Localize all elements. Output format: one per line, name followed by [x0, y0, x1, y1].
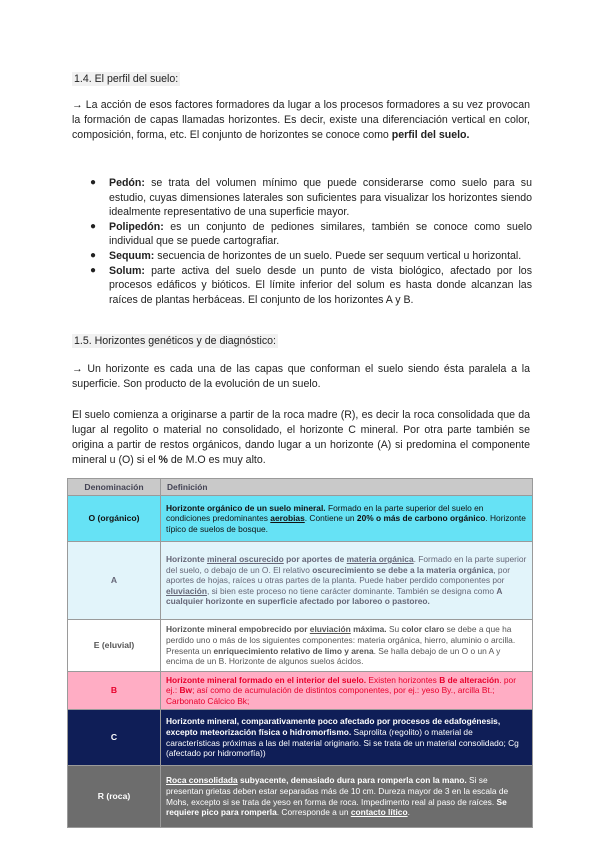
list-item-polipedon — [72, 220, 532, 249]
def-a-s6: oscurecimiento se debe a la materia orgánica — [312, 564, 494, 575]
def-c-s2: Saprolita (regolito) o material de características próximas a las del material originario. Si se trata de un material consolidado; Cg (afectado por hidromorfía)) — [166, 726, 519, 759]
list-item-pedon — [72, 176, 532, 220]
def-a-s2: mineral oscurecido — [206, 554, 284, 565]
bullet-icon: ● — [90, 220, 97, 232]
def-a-s1: Horizonte — [166, 554, 207, 565]
definition-list — [72, 176, 532, 307]
def-b-s6: ; así como de acumulación de distintos componentes, por ej.: yeso By., arcilla Bt.; Carbonato Cálcico Bk; — [166, 685, 495, 706]
horizon-definition-b — [161, 672, 533, 710]
def-a-s4: materia orgánica — [346, 554, 414, 565]
def-b-s2: Existen horizontes — [366, 674, 440, 685]
def-o-s4: . Contiene un — [304, 513, 357, 524]
def-b-s5: Bw — [179, 685, 193, 696]
origin-paragraph — [72, 408, 530, 468]
term-pedon: Pedón: — [109, 177, 145, 189]
definition-polipedon: es un conjunto de pediones similares, también se conoce como suelo individual que se puede cartografiar. — [109, 220, 532, 248]
term-sequum: Sequum: — [109, 249, 155, 262]
origin-text-b: de M.O es muy alto. — [167, 454, 266, 466]
perfil-intro-paragraph — [72, 98, 530, 143]
table-row-b — [68, 672, 533, 710]
list-item-sequum — [72, 249, 532, 264]
header-definicion: Definición — [161, 479, 533, 496]
def-e-s8: . Se halla debajo de un O o un A y encima de un B. Horizonte de algunos suelos ácidos. — [166, 645, 501, 667]
horizon-name-b: B — [68, 672, 161, 710]
def-r-s7: . — [407, 807, 410, 818]
bullet-icon: ● — [90, 264, 97, 276]
def-a-s9: , si bien este proceso no tiene carácter dominante. También se designa como — [206, 585, 497, 596]
def-r-s1: Roca consolidada — [166, 775, 238, 786]
def-o-s6: . Horizonte típico de suelos de bosque. — [166, 513, 526, 534]
perfil-intro-text: → La acción de esos factores formadores da lugar a los procesos formadores a su vez provocan la formación de capas llamadas horizontes. Es decir, existe una diferenciación vertical en color, composición, forma, etc. El conjunto de horizontes se conoce como — [72, 99, 530, 141]
horizon-name-a: A — [68, 542, 161, 620]
definition-pedon: se trata del volumen mínimo que puede considerarse como suelo para su estudio, cuyas dimensiones laterales son suficientes para visualizar los horizontes siendo idealmente representativo de una superficie mayor. — [109, 177, 532, 219]
horizon-name-r: R (roca) — [68, 766, 161, 828]
horizon-definition-e — [161, 620, 533, 672]
horizon-definition-a — [161, 542, 533, 620]
def-b-s4: . por ej.: — [166, 674, 517, 696]
def-a-s3: por aportes de — [283, 554, 347, 565]
section-heading-perfil: 1.4. El perfil del suelo: — [74, 73, 179, 85]
table-row-r — [68, 766, 533, 828]
def-o-s2: Formado en la parte superior del suelo en condiciones predominantes — [166, 502, 484, 524]
def-b-s1: Horizonte mineral formado en el interior del suelo. — [166, 674, 367, 685]
origin-text-a: El suelo comienza a originarse a partir de la roca madre (R), es decir la roca consolidada que da lugar al regolito o material no consolidado, el horizonte C mineral. Por otra parte también se origina a partir de restos orgánicos, dando lugar a un horizonte (A) si predomina el componente mineral u (O) si el — [72, 409, 530, 466]
def-a-s10: A cualquier horizonte en superficie afectado por laboreo o pastoreo. — [166, 585, 503, 607]
def-e-s1: Horizonte mineral empobrecido por — [166, 624, 310, 635]
origin-percent: % — [158, 454, 168, 466]
def-e-s6: se debe a que ha perdido uno o más de los siguientes componentes: materia orgánica, hierro, aluminio o arcilla. Presenta un — [166, 624, 516, 656]
def-r-s6: contacto lítico — [350, 807, 408, 818]
horizon-name-c: C — [68, 710, 161, 766]
term-solum: Solum: — [109, 264, 145, 277]
term-polipedon: Polipedón: — [109, 220, 164, 233]
def-a-s8: eluviación — [166, 585, 207, 596]
horizonte-definition-paragraph: → Un horizonte es cada una de las capas que conforman el suelo siendo ésta paralela a la superficie. Son producto de la evolución de un suelo. — [72, 363, 530, 390]
def-r-s3: Si se presentan grietas deben estar separadas más de 10 cm. Dureza mayor de 3 en la escala de Mohs, excepto si se trata de yeso en forma de roca. Impedimento real al paso de raíces. — [166, 775, 509, 807]
def-e-s4: Su — [386, 624, 402, 635]
bullet-icon: ● — [90, 249, 97, 261]
def-a-s5: . Formado en la parte superior del suelo, o debajo de un O. El relativo — [166, 554, 527, 575]
bullet-icon: ● — [90, 177, 97, 188]
horizons-table — [67, 478, 533, 828]
def-b-s3: B de alteración — [439, 674, 500, 685]
list-item-solum — [72, 264, 532, 308]
table-row-o — [68, 496, 533, 542]
def-c-s1: Horizonte mineral, comparativamente poco afectado por procesos de edafogénesis, excepto meteorización física o hidromorfismo. — [166, 716, 501, 737]
def-e-s2: eluviación — [309, 624, 351, 635]
def-o-s3: aerobias — [270, 513, 305, 524]
def-a-s7: , por aportes de hojas, raíces u otras partes de la planta. Puede haber perdido componentes por — [166, 564, 511, 586]
perfil-intro-bold: perfil del suelo. — [391, 129, 470, 141]
header-denominacion: Denominación — [68, 479, 161, 496]
def-r-s4: Se requiere pico para romperla — [166, 796, 507, 818]
def-e-s3: máxima. — [350, 624, 387, 635]
definition-sequum: secuencia de horizontes de un suelo. Puede ser sequum vertical u horizontal. — [154, 249, 522, 262]
def-r-s2: subyacente, demasiado dura para romperla con la mano. — [237, 775, 467, 786]
horizon-definition-c — [161, 710, 533, 766]
def-o-s1: Horizonte orgánico de un suelo mineral. — [166, 502, 326, 513]
table-header-row — [68, 479, 533, 496]
def-r-s5: . Corresponde a un — [276, 807, 351, 818]
horizon-definition-o — [161, 496, 533, 542]
def-e-s7: enriquecimiento relativo de limo y arena — [213, 645, 374, 656]
table-row-e — [68, 620, 533, 672]
definition-solum: parte activa del suelo desde un punto de vista biológico, afectado por los procesos edáficos y bióticos. El límite inferior del solum es hasta donde alcanzan las raíces de plantas herbáceas. El conjunto de los horizontes A y B. — [109, 264, 532, 306]
table-row-c — [68, 710, 533, 766]
horizon-definition-r — [161, 766, 533, 828]
horizon-name-e: E (eluvial) — [68, 620, 161, 672]
def-o-s5: 20% o más de carbono orgánico — [356, 513, 486, 524]
def-e-s5: color claro — [401, 624, 445, 635]
table-row-a — [68, 542, 533, 620]
section-heading-horizontes: 1.5. Horizontes genéticos y de diagnóstico: — [74, 335, 276, 347]
horizon-name-o: O (orgánico) — [68, 496, 161, 542]
